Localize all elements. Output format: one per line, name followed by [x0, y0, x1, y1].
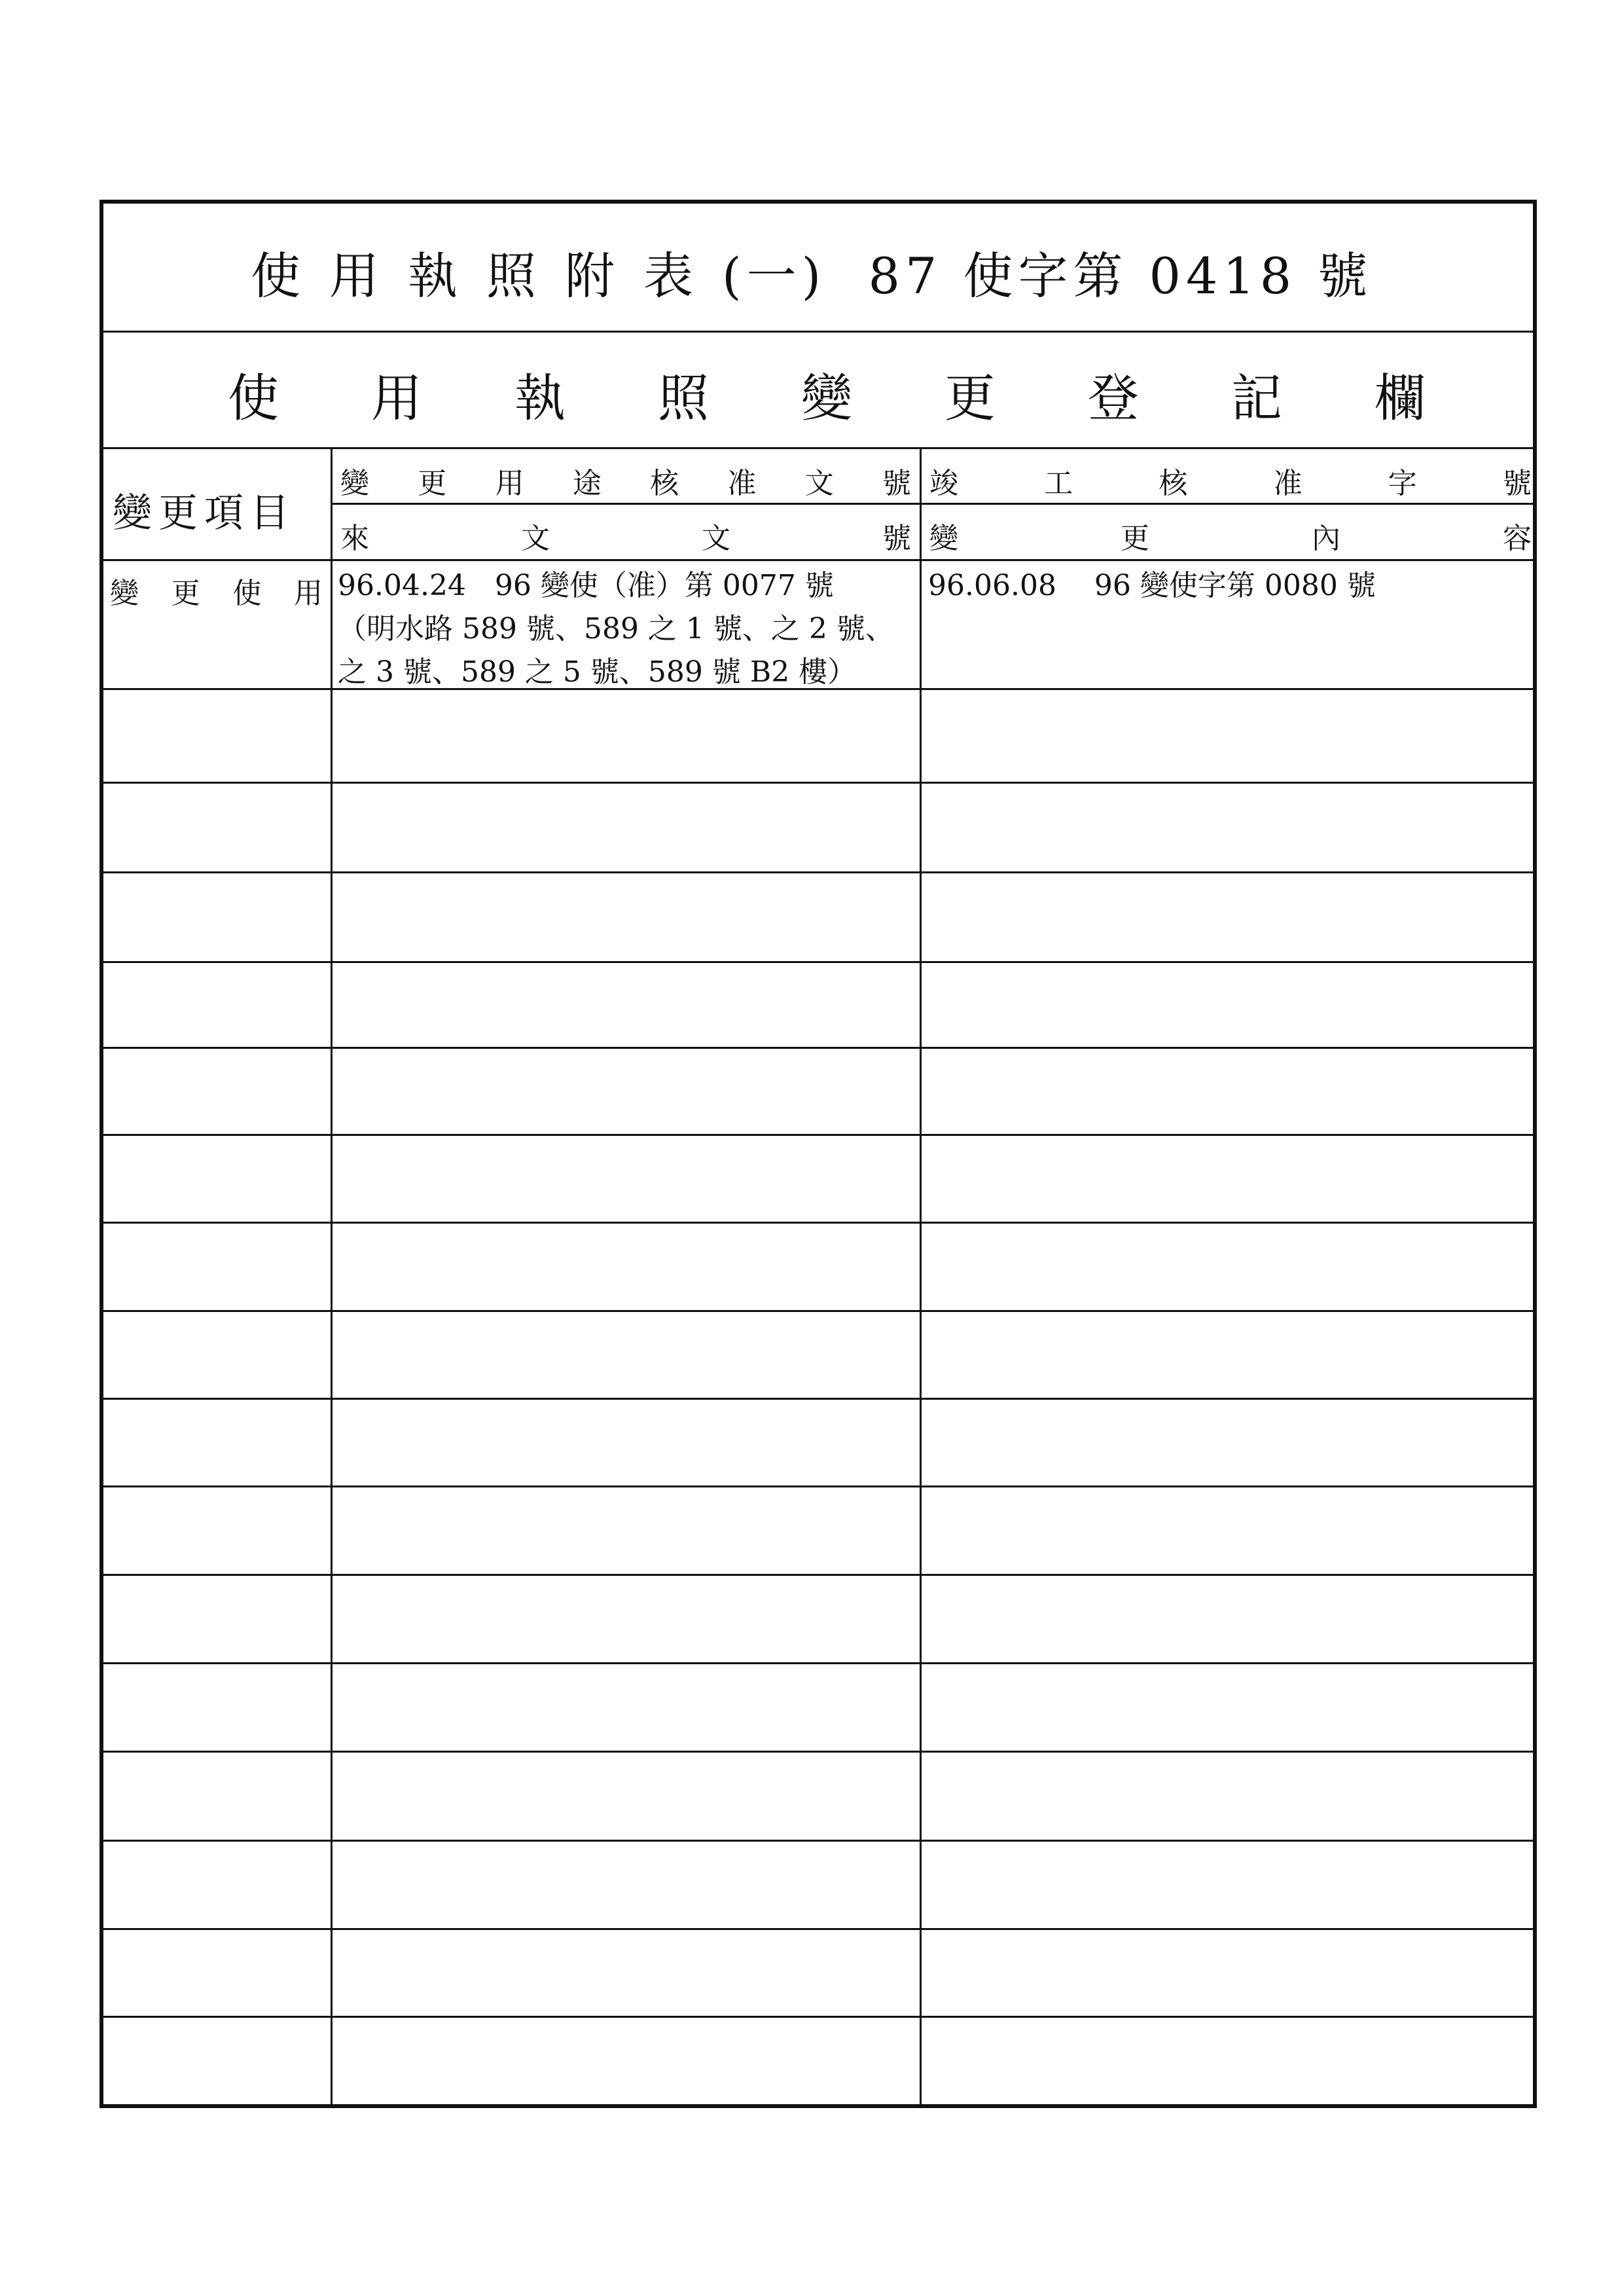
- section-heading-char: 照: [657, 369, 709, 428]
- section-heading-row: [103, 333, 1533, 449]
- row-divider: [103, 1574, 1533, 1576]
- header-completion-approval-no: [929, 460, 1532, 501]
- row-divider: [103, 1662, 1533, 1664]
- header-char: 容: [1503, 522, 1532, 555]
- header-char: 號: [882, 522, 911, 555]
- header-change-item: 變更項目: [113, 490, 296, 536]
- row-divider: [103, 1928, 1533, 1930]
- doc-line: （明水路 589 號、589 之 1 號、之 2 號、: [338, 612, 894, 646]
- section-heading-char: 用: [370, 369, 422, 428]
- header-char: 更: [1121, 522, 1149, 555]
- row-divider: [103, 1134, 1533, 1136]
- section-heading-char: 使: [228, 369, 279, 428]
- header-change-use-approval-no: [340, 460, 911, 501]
- header-char: 變: [340, 467, 369, 500]
- header-char: 工: [1044, 467, 1073, 500]
- section-heading-char: 更: [944, 369, 996, 428]
- header-char: 竣: [929, 467, 958, 500]
- row-completion-number: 96.06.08 96 變使字第 0080 號: [928, 569, 1376, 602]
- section-heading-char: 變: [800, 369, 852, 428]
- doc-line: 之 3 號、589 之 5 號、589 號 B2 樓）: [338, 655, 857, 689]
- row-divider: [103, 2016, 1533, 2018]
- section-heading-char: 登: [1087, 369, 1139, 428]
- row-divider: [103, 1840, 1533, 1842]
- row-divider: [103, 1751, 1533, 1753]
- title-prefix: 使用執照附表: [251, 247, 722, 305]
- row-divider: [103, 1398, 1533, 1400]
- header-char: 字: [1388, 467, 1417, 500]
- header-char: 核: [1159, 467, 1188, 500]
- column-divider: [331, 449, 333, 2108]
- header-char: 更: [418, 467, 447, 500]
- title-paren: (一): [722, 247, 827, 305]
- header-char: 文: [804, 467, 834, 500]
- header-incoming-doc-no: [340, 515, 911, 556]
- permit-number: 87 使字第 0418 號: [868, 247, 1373, 305]
- row-divider: [103, 1047, 1533, 1049]
- header-change-content: [929, 515, 1532, 556]
- item-char: 更: [171, 577, 200, 610]
- section-heading-char: 欄: [1374, 369, 1426, 428]
- section-heading: [228, 357, 1426, 431]
- section-heading-char: 記: [1231, 369, 1282, 428]
- row-divider: [103, 871, 1533, 873]
- header-char: 號: [882, 467, 911, 500]
- section-heading-char: 執: [514, 369, 566, 428]
- row-change-item: [110, 570, 323, 611]
- item-char: 用: [293, 577, 323, 610]
- header-char: 變: [929, 522, 958, 555]
- header-char: 核: [650, 467, 679, 500]
- header-char: 號: [1502, 467, 1532, 500]
- usage-permit-form: [99, 200, 1537, 2108]
- item-char: 使: [232, 577, 262, 610]
- header-char: 文: [521, 522, 550, 555]
- page-title: [251, 236, 1373, 308]
- doc-line: 96.04.24 96 變使（准）第 0077 號: [338, 569, 834, 602]
- row-doc-number: [338, 564, 894, 694]
- header-char: 用: [495, 467, 524, 500]
- header-char: 途: [572, 467, 602, 500]
- item-char: 變: [110, 577, 139, 610]
- row-divider: [103, 1485, 1533, 1487]
- header-subdivider: [331, 503, 1533, 505]
- column-divider: [920, 449, 922, 2108]
- register-table: [103, 449, 1533, 2108]
- title-row: [103, 204, 1533, 333]
- header-char: 內: [1312, 522, 1340, 555]
- row-divider: [103, 782, 1533, 784]
- header-char: 文: [702, 522, 730, 555]
- row-divider: [103, 559, 1533, 561]
- header-char: 准: [1273, 467, 1303, 500]
- header-char: 來: [340, 522, 369, 555]
- row-divider: [103, 1310, 1533, 1312]
- row-divider: [103, 961, 1533, 963]
- header-char: 准: [727, 467, 757, 500]
- row-divider: [103, 1222, 1533, 1224]
